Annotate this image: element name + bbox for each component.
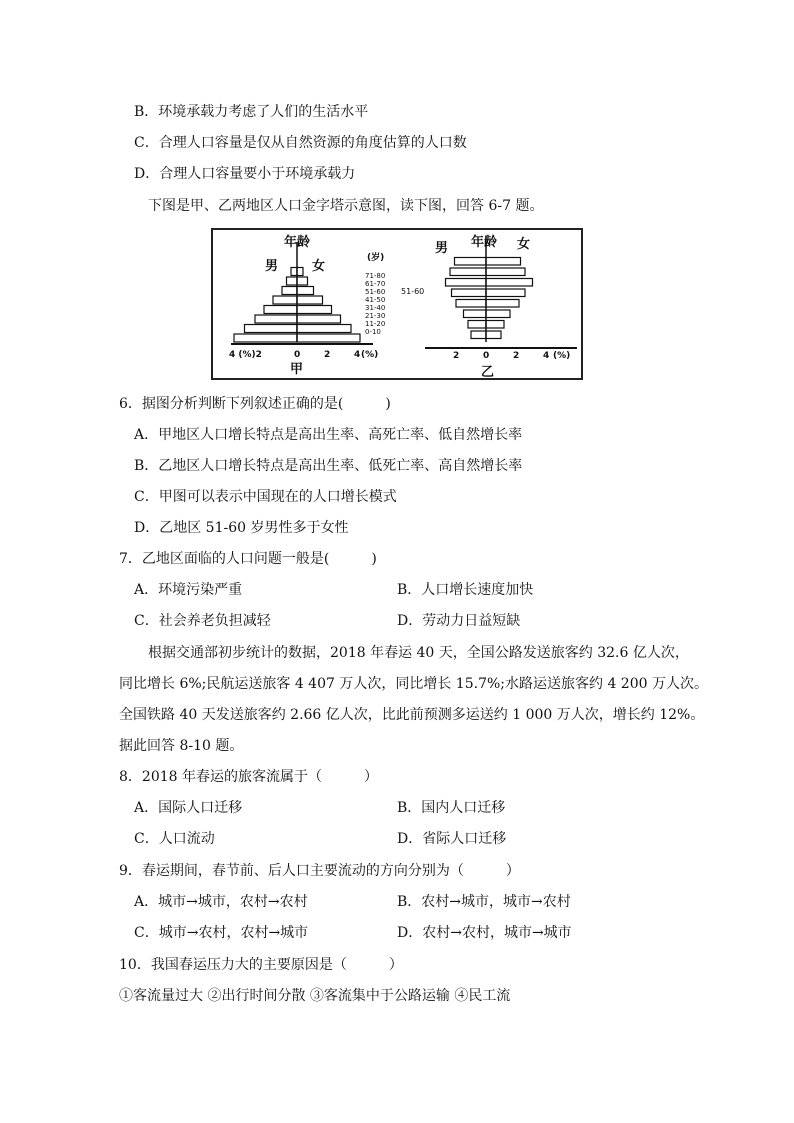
pyramid-figure bbox=[211, 228, 583, 380]
right-tick-4: 4 bbox=[543, 351, 550, 361]
left-bar-male-0-10 bbox=[234, 334, 297, 342]
right-age-label: 51-60 bbox=[401, 287, 425, 296]
left-bar-female-11-20 bbox=[297, 325, 351, 333]
q8-option-c: C．人口流动 bbox=[134, 831, 215, 847]
right-bar-male-41-50 bbox=[452, 289, 487, 297]
left-male-label: 男 bbox=[265, 259, 279, 274]
q6-option-a: A．甲地区人口增长特点是高出生率、高死亡率、低自然增长率 bbox=[134, 427, 523, 443]
left-age-label-21-30: 21-30 bbox=[365, 312, 386, 320]
q9-option-c: C．城市→农村，农村→城市 bbox=[134, 925, 309, 941]
right-bar-female-51-60 bbox=[486, 279, 533, 287]
q7-option-a: A．环境污染严重 bbox=[134, 582, 243, 598]
left-age-label-61-70: 61-70 bbox=[365, 280, 386, 288]
left-age-labels bbox=[365, 272, 385, 336]
q7-stem: 7．乙地区面临的人口问题一般是( ) bbox=[119, 551, 377, 567]
right-bar-male-51-60 bbox=[446, 279, 487, 287]
q6-option-d: D．乙地区 51-60 岁男性多于女性 bbox=[134, 520, 349, 536]
left-bar-male-71-80 bbox=[291, 268, 297, 276]
right-bar-female-61-70 bbox=[486, 268, 525, 276]
left-age-label-11-20: 11-20 bbox=[365, 320, 386, 328]
left-age-label-31-40: 31-40 bbox=[365, 304, 386, 312]
left-bar-female-0-10 bbox=[297, 334, 360, 342]
right-male-label: 男 bbox=[435, 241, 449, 256]
q8-stem: 8．2018 年春运的旅客流属于（ ） bbox=[119, 769, 378, 785]
q9-option-b: B．农村→城市，城市→农村 bbox=[397, 894, 571, 910]
right-tick-0: 0 bbox=[483, 351, 490, 361]
right-bar-male-71-80 bbox=[455, 258, 487, 266]
left-title: 年龄 bbox=[284, 235, 311, 250]
q9-option-a: A．城市→城市，农村→农村 bbox=[134, 894, 308, 910]
left-age-label-0-10: 0-10 bbox=[365, 328, 381, 336]
right-tick-2-right: 2 bbox=[513, 351, 520, 361]
left-unit-label: (岁) bbox=[367, 253, 385, 263]
left-bar-female-61-70 bbox=[297, 277, 308, 285]
left-tick-2: 2 bbox=[324, 350, 331, 360]
q10-stem: 10．我国春运压力大的主要原因是（ ） bbox=[119, 957, 403, 973]
left-bar-female-41-50 bbox=[297, 296, 323, 304]
option-b-top: B．环境承载力考虑了人们的生活水平 bbox=[134, 104, 369, 120]
right-bar-female-11-20 bbox=[486, 321, 504, 329]
left-bar-male-51-60 bbox=[282, 287, 297, 295]
left-female-label: 女 bbox=[312, 259, 326, 274]
q6-option-c: C．甲图可以表示中国现在的人口增长模式 bbox=[134, 489, 397, 505]
right-bar-female-0-10 bbox=[486, 331, 501, 339]
right-bar-male-31-40 bbox=[456, 300, 486, 308]
option-d-top: D．合理人口容量要小于环境承载力 bbox=[134, 166, 356, 182]
left-bar-male-61-70 bbox=[287, 277, 298, 285]
right-bar-female-71-80 bbox=[486, 258, 521, 266]
left-age-label-51-60: 51-60 bbox=[365, 288, 386, 296]
left-bar-male-31-40 bbox=[264, 306, 297, 314]
right-title: 年龄 bbox=[471, 235, 498, 250]
q7-option-b: B．人口增长速度加快 bbox=[397, 582, 534, 598]
q8-option-d: D．省际人口迁移 bbox=[397, 831, 507, 847]
q6-stem: 6．据图分析判断下列叙述正确的是( ) bbox=[119, 396, 391, 412]
passage-line-1: 根据交通部初步统计的数据，2018 年春运 40 天，全国公路发送旅客约 32.6 亿人次， bbox=[148, 645, 689, 661]
left-bar-female-51-60 bbox=[297, 287, 314, 295]
q9-option-d: D．农村→农村，城市→城市 bbox=[397, 925, 572, 941]
left-bar-male-11-20 bbox=[245, 325, 298, 333]
left-axis-left-label: 4 (%)2 bbox=[229, 350, 262, 360]
right-caption: 乙 bbox=[481, 365, 495, 378]
right-bar-female-31-40 bbox=[486, 300, 519, 308]
right-bars bbox=[446, 258, 533, 339]
right-bar-male-11-20 bbox=[468, 321, 486, 329]
left-bar-male-21-30 bbox=[255, 315, 297, 323]
q9-stem: 9．春运期间，春节前、后人口主要流动的方向分别为（ ） bbox=[119, 863, 520, 879]
right-female-label: 女 bbox=[517, 237, 531, 252]
left-age-label-41-50: 41-50 bbox=[365, 296, 386, 304]
q6-option-b: B．乙地区人口增长特点是高出生率、低死亡率、高自然增长率 bbox=[134, 458, 523, 474]
left-tick-0: 0 bbox=[294, 350, 301, 360]
right-tick-2-left: 2 bbox=[453, 351, 460, 361]
passage-line-3: 全国铁路 40 天发送旅客约 2.66 亿人次，比此前预测多运送约 1 000 万人次，增长约 12%。 bbox=[119, 707, 705, 723]
q8-option-a: A．国际人口迁移 bbox=[134, 800, 243, 816]
left-tick-4: 4 bbox=[354, 350, 361, 360]
right-bar-female-21-30 bbox=[486, 310, 510, 318]
q7-option-c: C．社会养老负担减轻 bbox=[134, 613, 271, 629]
right-axis-unit: (%) bbox=[553, 351, 571, 361]
left-bar-female-31-40 bbox=[297, 306, 332, 314]
right-bar-female-41-50 bbox=[486, 289, 525, 297]
left-bar-female-71-80 bbox=[297, 268, 303, 276]
right-bar-male-21-30 bbox=[464, 310, 487, 318]
q8-option-b: B．国内人口迁移 bbox=[397, 800, 506, 816]
passage-line-4: 据此回答 8-10 题。 bbox=[119, 738, 244, 754]
right-bar-male-61-70 bbox=[450, 268, 486, 276]
left-age-label-71-80: 71-80 bbox=[365, 272, 386, 280]
passage-line-2: 同比增长 6%;民航运送旅客 4 407 万人次，同比增长 15.7%;水路运送旅客约 4 200 万人次。 bbox=[119, 676, 708, 692]
left-axis-right-unit: (%) bbox=[361, 350, 379, 360]
option-c-top: C．合理人口容量是仅从自然资源的角度估算的人口数 bbox=[134, 135, 467, 151]
intro-6-7: 下图是甲、乙两地区人口金字塔示意图，读下图，回答 6-7 题。 bbox=[148, 198, 544, 214]
q7-option-d: D．劳动力日益短缺 bbox=[397, 613, 521, 629]
pyramid-svg bbox=[213, 230, 581, 378]
left-caption: 甲 bbox=[290, 362, 304, 377]
left-bar-male-41-50 bbox=[273, 296, 297, 304]
q10-items: ①客流量过大 ②出行时间分散 ③客流集中于公路运输 ④民工流 bbox=[119, 988, 511, 1004]
right-bar-male-0-10 bbox=[471, 331, 486, 339]
left-bar-female-21-30 bbox=[297, 315, 341, 323]
